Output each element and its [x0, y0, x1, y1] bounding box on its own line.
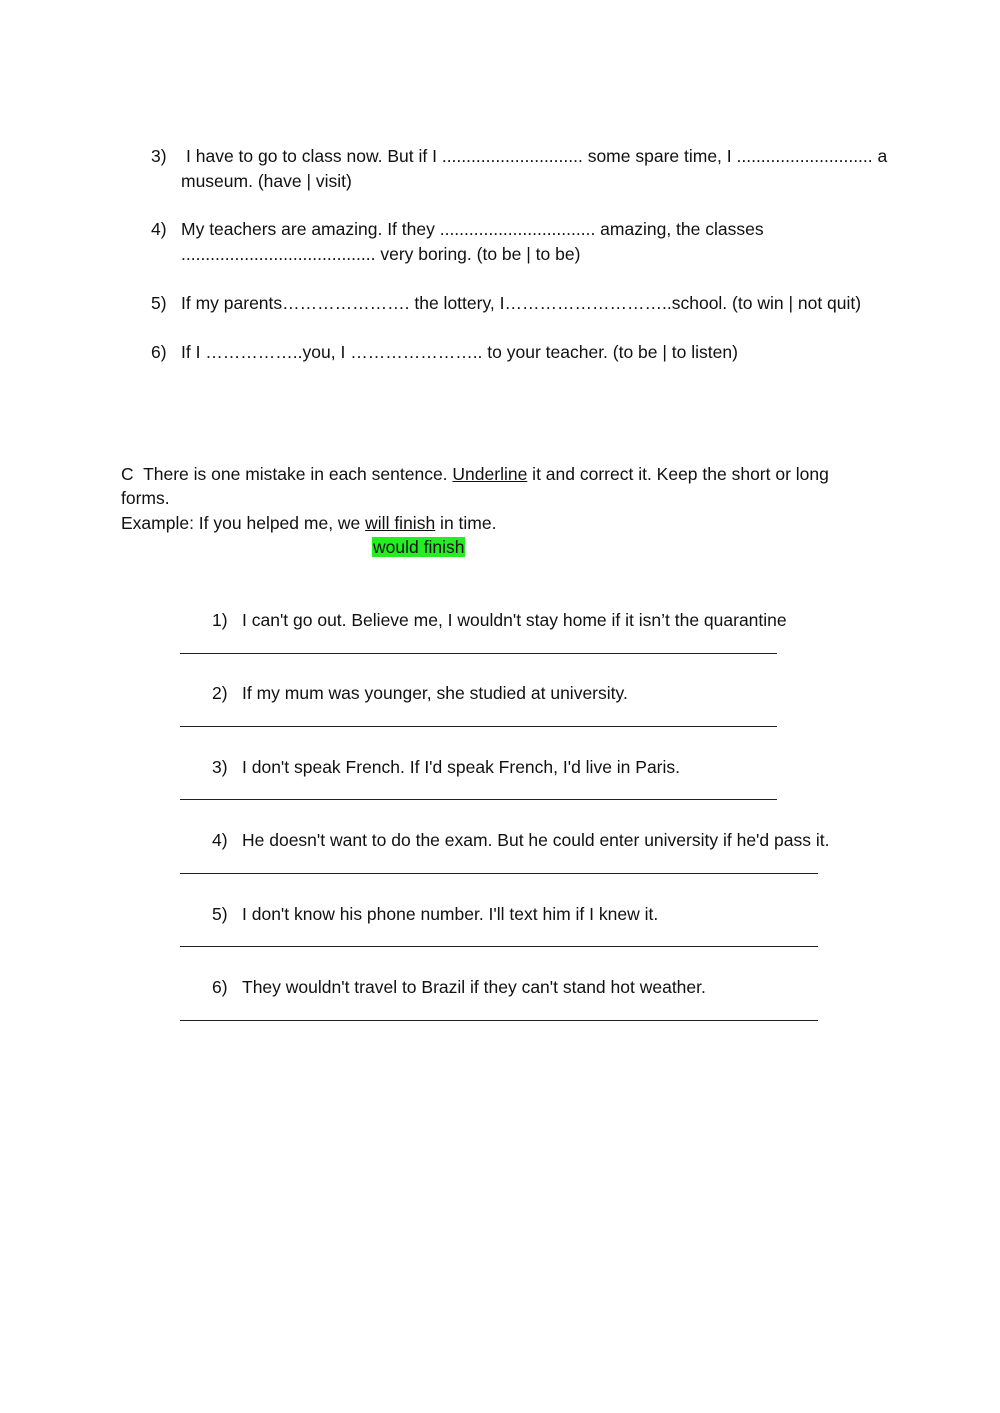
example-text: Example: If you helped me, we: [121, 513, 366, 533]
item-text: museum. (have | visit): [181, 171, 352, 191]
item-number: 1): [212, 610, 228, 630]
example-text: in time.: [435, 513, 497, 533]
item-text: ........................................ very boring. (to be | to be): [181, 244, 581, 264]
section-letter: C: [121, 464, 134, 484]
item-text: My teachers are amazing. If they ................................ amazing, the classes: [181, 219, 764, 239]
answer-line[interactable]: [180, 653, 777, 654]
correction-highlight: would finish: [373, 537, 465, 557]
instruction-text: forms.: [121, 488, 170, 508]
item-number: 4): [212, 830, 228, 850]
item-number: 5): [151, 293, 167, 313]
item-text: If I ……………..you, I ………………….. to your teacher. (to be | to listen): [181, 342, 738, 362]
item-text: If my parents…………………. the lottery, I………………………..school. (to win | not quit): [181, 293, 862, 313]
underline-keyword: Underline: [452, 464, 528, 484]
item-text: I have to go to class now. But if I ............................. some spare time, I ............................ a: [186, 146, 888, 166]
instruction-text: There is one mistake in each sentence.: [143, 464, 453, 484]
item-text: They wouldn't travel to Brazil if they can't stand hot weather.: [242, 977, 706, 997]
item-number: 6): [212, 977, 228, 997]
item-number: 3): [212, 757, 228, 777]
item-text: I don't speak French. If I'd speak French, I'd live in Paris.: [242, 757, 681, 777]
answer-line[interactable]: [180, 1020, 818, 1021]
item-text: If my mum was younger, she studied at university.: [242, 683, 628, 703]
example-mistake: will finish: [365, 513, 436, 533]
item-text: I don't know his phone number. I'll text him if I knew it.: [242, 904, 659, 924]
instruction-text: it and correct it. Keep the short or long: [527, 464, 829, 484]
item-number: 5): [212, 904, 228, 924]
item-number: 4): [151, 219, 167, 239]
answer-line[interactable]: [180, 799, 777, 800]
list-item: [151, 144, 167, 168]
answer-line[interactable]: [180, 726, 777, 727]
item-number: 3): [151, 146, 167, 166]
answer-line[interactable]: [180, 946, 818, 947]
example-correction: [372, 535, 465, 559]
item-text: He doesn't want to do the exam. But he could enter university if he'd pass it.: [242, 830, 830, 850]
answer-line[interactable]: [180, 873, 818, 874]
item-number: 6): [151, 342, 167, 362]
item-number: 2): [212, 683, 228, 703]
section-c-instructions: [121, 462, 829, 486]
example-sentence: [121, 511, 496, 535]
item-text: I can't go out. Believe me, I wouldn't stay home if it isn’t the quarantine: [242, 610, 787, 630]
